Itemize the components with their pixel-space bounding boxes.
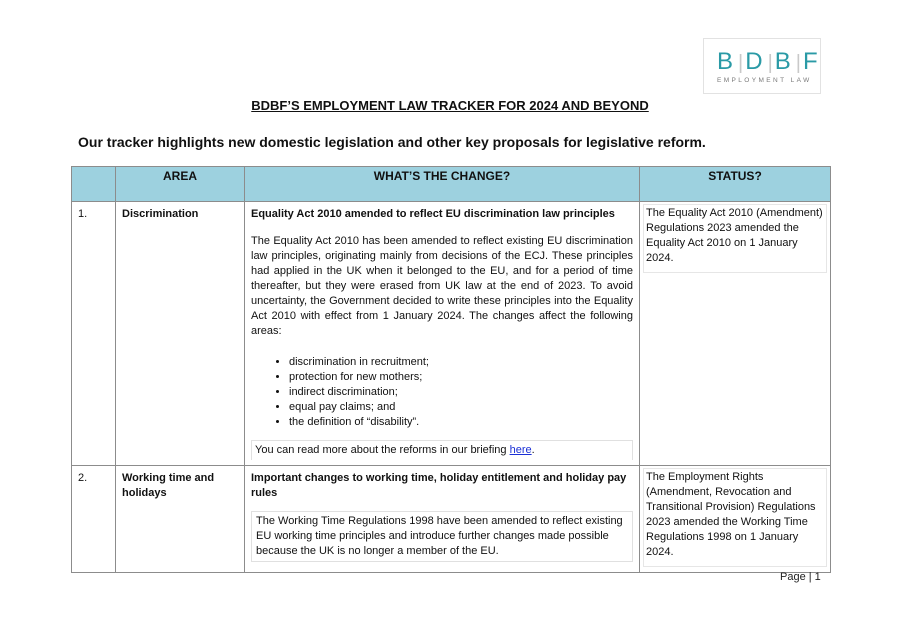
change-bullet-list (251, 355, 633, 430)
document-subtitle: Our tracker highlights new domestic legislation and other key proposals for legislative reform. (78, 134, 706, 150)
list-item: • discrimination in recruitment; (289, 355, 633, 370)
list-item: • equal pay claims; and (289, 400, 633, 415)
list-item: • protection for new mothers; (289, 370, 633, 385)
row-number: 1. (72, 202, 116, 466)
row-change (245, 466, 640, 573)
page-number: Page | 1 (780, 571, 821, 583)
header-number (72, 167, 116, 202)
row-status (640, 466, 831, 573)
briefing-link[interactable]: here (509, 444, 532, 456)
row-number: 2. (72, 466, 116, 573)
logo-divider: | (767, 52, 773, 74)
document-title: BDBF’S EMPLOYMENT LAW TRACKER FOR 2024 AND BEYOND (251, 98, 649, 113)
row-area: Discrimination (116, 202, 245, 466)
table-header-row (72, 167, 831, 202)
change-paragraph: The Working Time Regulations 1998 have been amended to reflect existing EU working time principles and introduce further changes made possible because the UK is no longer a member of the EU. (251, 511, 633, 562)
status-text: The Equality Act 2010 (Amendment) Regulations 2023 amended the Equality Act 2010 on 1 January 2024. (643, 204, 827, 273)
list-item: • indirect discrimination; (289, 385, 633, 400)
read-more-suffix: . (531, 444, 535, 456)
row-area: Working time and holidays (116, 466, 245, 573)
row-change (245, 202, 640, 466)
table-row (72, 466, 831, 573)
logo-letter: B (774, 48, 794, 75)
header-change: WHAT’S THE CHANGE? (245, 167, 640, 202)
status-text: The Employment Rights (Amendment, Revocation and Transitional Provision) Regulations 2023 amended the Working Time Regulations 1998 on 1 January 2024. (643, 468, 827, 567)
logo-letter: B (717, 48, 737, 75)
read-more-prefix: You can read more about the reforms in our briefing (255, 444, 510, 456)
logo-letter: F (802, 48, 821, 75)
change-paragraph: The Equality Act 2010 has been amended to reflect existing EU discrimination law principles, originating mainly from decisions of the ECJ. These principles had applied in the UK when it belonged to the EU, and for a period of time thereafter, but they were erased from UK law at the end of 2023. To avoid uncertainty, the Government decided to write these principles into the Equality Act 2010 with effect from 1 January 2024. The changes affect the following areas: (251, 235, 633, 337)
read-more-text (251, 440, 633, 460)
header-status: STATUS? (640, 167, 831, 202)
logo-divider: | (738, 52, 744, 74)
logo-divider: | (795, 52, 801, 74)
change-heading: Important changes to working time, holiday entitlement and holiday pay rules (251, 472, 627, 499)
header-area: AREA (116, 167, 245, 202)
list-item: • the definition of “disability”. (289, 415, 633, 430)
logo-tagline: EMPLOYMENT LAW (717, 77, 812, 84)
logo-letters (717, 48, 821, 76)
tracker-table (71, 166, 831, 573)
change-heading: Equality Act 2010 amended to reflect EU discrimination law principles (251, 208, 615, 220)
table-row (72, 202, 831, 466)
row-status (640, 202, 831, 466)
bdbf-logo (703, 38, 821, 94)
logo-letter: D (745, 48, 766, 75)
